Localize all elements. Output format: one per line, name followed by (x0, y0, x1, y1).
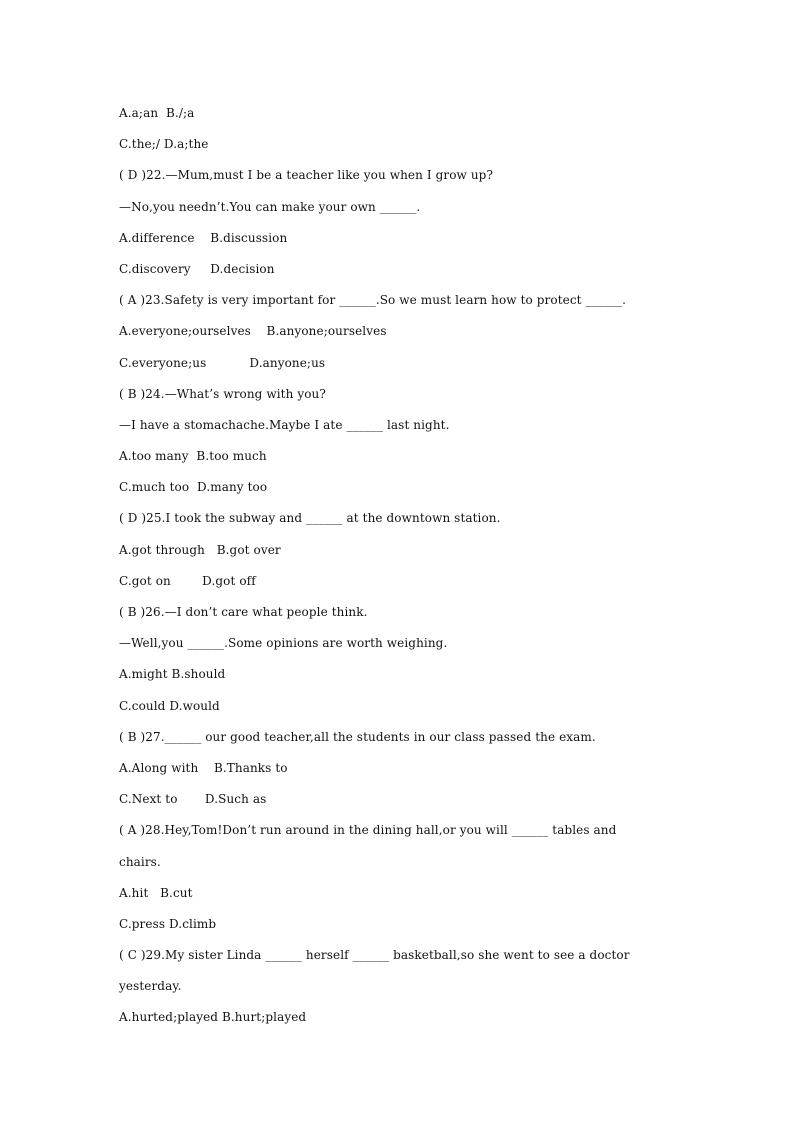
dialogue-line: —No,you needn’t.You can make your own ______. (119, 199, 421, 214)
document-page (119, 103, 684, 1039)
question-continuation-line: chairs. (119, 854, 161, 869)
option-line: C.Next to D.Such as (119, 792, 267, 807)
dialogue-line: —I have a stomachache.Maybe I ate ______ last night. (119, 417, 450, 432)
option-line: C.got on D.got off (119, 573, 256, 588)
question-line: ( D )25.I took the subway and ______ at the downtown station. (119, 511, 501, 526)
option-line: A.might B.should (119, 667, 226, 682)
question-line: ( C )29.My sister Linda ______ herself ______ basketball,so she went to see a doctor (119, 948, 630, 963)
question-line: ( B )24.—What’s wrong with you? (119, 386, 326, 401)
question-line: ( B )27.______ our good teacher,all the students in our class passed the exam. (119, 729, 596, 744)
option-line: A.everyone;ourselves B.anyone;ourselves (119, 324, 387, 339)
option-line: A.Along with B.Thanks to (119, 760, 288, 775)
option-line: A.hurted;played B.hurt;played (119, 1010, 307, 1025)
option-line: C.the;/ D.a;the (119, 137, 209, 152)
question-line: ( A )28.Hey,Tom!Don’t run around in the dining hall,or you will ______ tables and (119, 823, 617, 838)
option-line: A.got through B.got over (119, 542, 281, 557)
option-line: A.difference B.discussion (119, 230, 288, 245)
dialogue-line: —Well,you ______.Some opinions are worth weighing. (119, 636, 448, 651)
option-line: A.a;an B./;a (119, 106, 195, 120)
option-line: C.everyone;us D.anyone;us (119, 355, 326, 370)
option-line: C.press D.climb (119, 916, 217, 931)
question-continuation-line: yesterday. (119, 979, 182, 994)
question-line: ( B )26.—I don’t care what people think. (119, 605, 368, 619)
option-line: C.discovery D.decision (119, 261, 275, 276)
option-line: C.could D.would (119, 698, 220, 713)
option-line: C.much too D.many too (119, 480, 268, 495)
option-line: A.hit B.cut (119, 885, 193, 900)
option-line: A.too many B.too much (119, 449, 267, 464)
question-line: ( D )22.—Mum,must I be a teacher like you when I grow up? (119, 168, 493, 183)
question-line: ( A )23.Safety is very important for ______.So we must learn how to protect ______. (119, 293, 626, 308)
